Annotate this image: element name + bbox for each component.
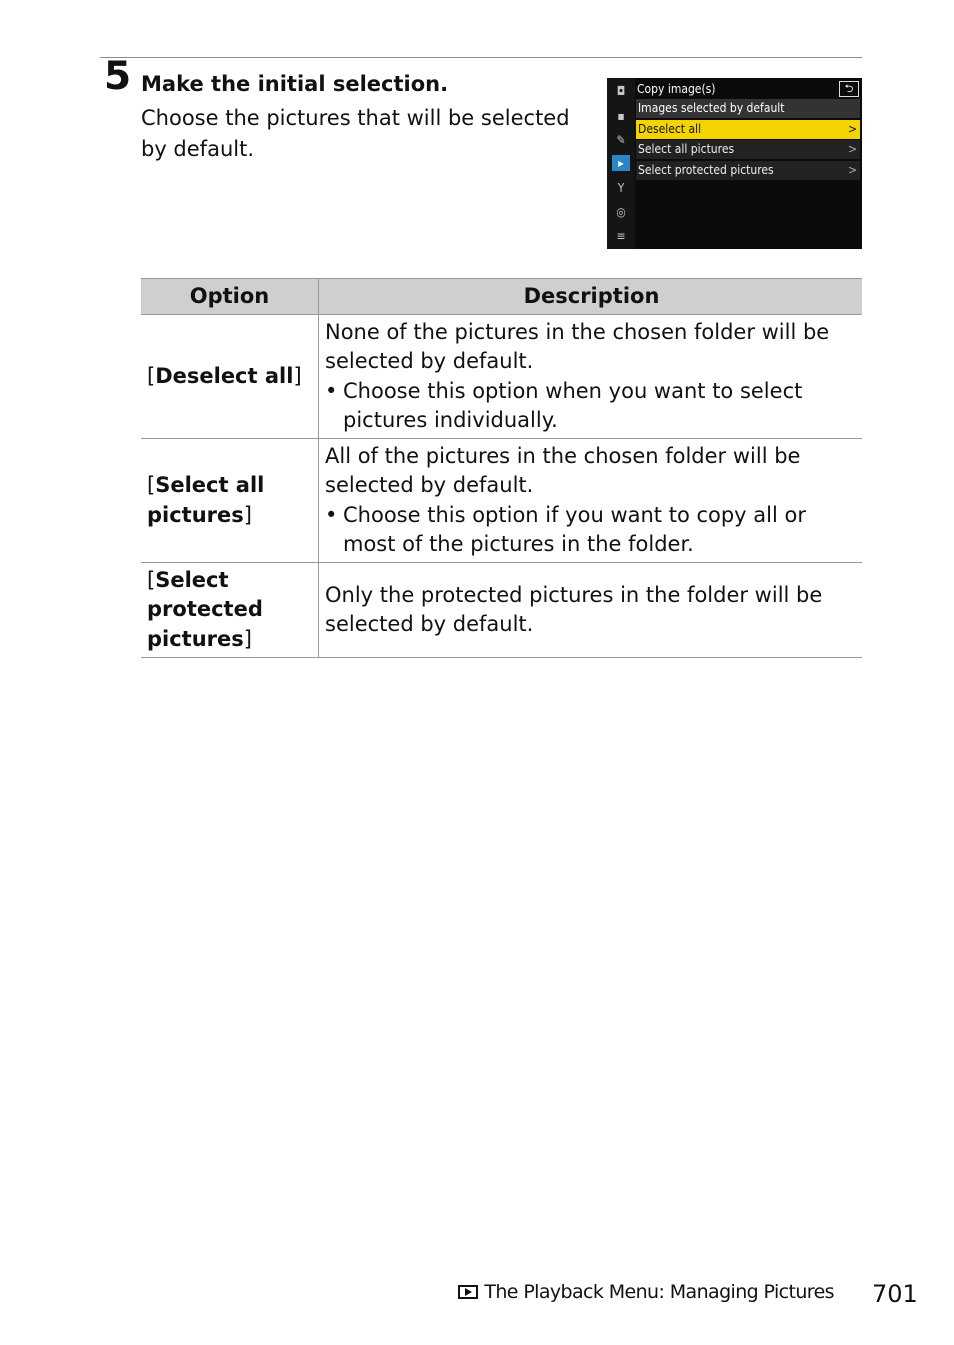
step-title: Make the initial selection. [141,72,449,96]
chevron-right-icon: > [847,142,857,156]
options-table [141,278,862,658]
menu-tab-bar [607,78,635,249]
camera-menu-item-select-all [636,140,860,159]
camera-menu-title: Copy image(s) [637,82,716,96]
table-header-row [141,279,862,315]
option-name: Select protected pictures [147,567,263,651]
camera-menu-item-label: Select all pictures [638,142,735,156]
description-bullet: • Choose this option when you want to select pictures individually. [325,377,858,436]
description-bullet: • Choose this option if you want to copy all or most of the pictures in the folder. [325,501,858,560]
step-number: 5 [104,54,132,99]
option-name: Select all pictures [147,473,265,527]
column-header-option: Option [141,279,319,315]
camera-icon: ◘ [616,84,626,98]
camera-menu-item-deselect-all [636,120,860,139]
table-row [141,315,862,439]
page-number: 701 [872,1280,918,1308]
column-header-description: Description [319,279,863,315]
camera-menu-item-label: Deselect all [638,122,702,136]
description-text: All of the pictures in the chosen folder will be selected by default. [325,443,801,497]
camera-menu-subheader: Images selected by default [636,99,860,118]
camera-menu-item-label: Select protected pictures [638,163,774,177]
option-cell: [Deselect all] [141,315,319,439]
description-cell [319,439,863,563]
playback-icon: ▸ [612,155,630,171]
option-cell: [Select all pictures] [141,439,319,563]
description-text: None of the pictures in the chosen folder will be selected by default. [325,319,830,373]
table-row [141,439,862,563]
step-description: Choose the pictures that will be selected by default. [141,106,570,161]
footer-section-title [458,1278,834,1306]
description-cell [319,315,863,439]
option-name: Deselect all [155,363,294,388]
camera-menu-screenshot [607,78,862,249]
description-text: Only the protected pictures in the folder will be selected by default. [325,582,823,636]
footer-section-label: The Playback Menu: Managing Pictures [484,1281,834,1303]
table-row [141,563,862,658]
chevron-right-icon: > [847,122,857,136]
my-menu-icon: ≡ [616,229,626,243]
network-icon: ◎ [616,205,626,219]
top-rule [100,57,862,58]
playback-icon [458,1285,478,1299]
chevron-right-icon: > [847,163,857,177]
description-cell [319,563,863,658]
camera-menu-item-select-protected [636,161,860,180]
back-icon: ⮌ [839,81,859,97]
movie-icon: ▪ [617,109,625,123]
pencil-icon: ✎ [616,133,626,147]
option-cell: [Select protected pictures] [141,563,319,658]
wrench-icon: Y [617,181,625,195]
